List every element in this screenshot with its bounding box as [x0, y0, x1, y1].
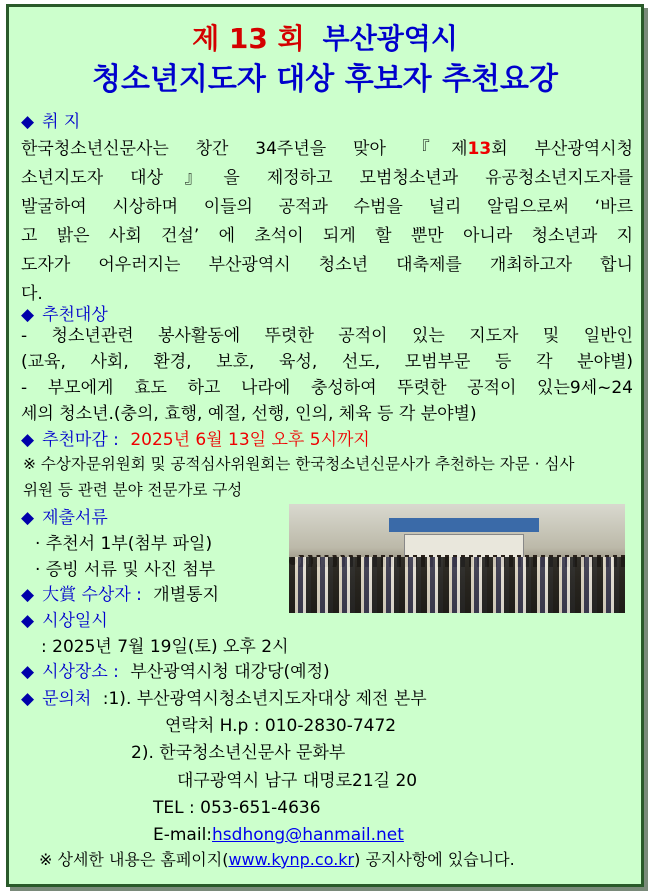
target-line: - 부모에게 효도 하고 나라에 충성하여 뚜렷한 공적이 있는9세~24 [21, 378, 633, 398]
target-paragraph [21, 323, 633, 427]
purpose-paragraph [21, 135, 633, 309]
purpose-line: 다. [21, 284, 43, 304]
contact-email-row: E-mail:hsdhong@hanmail.net [153, 825, 404, 845]
ceremony-photo [289, 504, 625, 613]
section-venue-heading: ◆ 시상장소 : 부산광역시청 대강당(예정) [21, 662, 330, 682]
deadline-note: ※ 수상자문위원회 및 공적심사위원회는 한국청소년신문사가 추천하는 자문 · 심사 위원 등 관련 분야 전문가로 구성 [23, 455, 575, 499]
diamond-bullet-icon: ◆ [21, 662, 35, 682]
section-date-heading: ◆ 시상일시 [21, 611, 108, 631]
page-subtitle: 청소년지도자 대상 후보자 추천요강 [91, 62, 559, 97]
purpose-line: 발굴하여 시상하며 이들의 공적과 수범을 널리 알림으로써 ‘바르 [21, 197, 633, 217]
diamond-bullet-icon: ◆ [21, 112, 35, 132]
purpose-line: 고 밝은 사회 건설’ 에 초석이 되게 할 뿐만 아니라 청소년과 지 [21, 226, 633, 246]
deadline-value: 2025년 6월 13일 오후 5시까지 [130, 430, 370, 450]
section-award-heading: ◆ 大賞 수상자 : 개별통지 [21, 585, 219, 605]
section-deadline-heading: ◆ 추천마감 : 2025년 6월 13일 오후 5시까지 [21, 430, 370, 450]
email-link[interactable]: hsdhong@hanmail.net [212, 825, 404, 845]
diamond-bullet-icon: ◆ [21, 689, 35, 709]
documents-item: · 추천서 1부(첨부 파일) [35, 534, 213, 554]
contact-line: 2). 한국청소년신문사 문화부 [131, 743, 346, 763]
section-contact-heading: ◆ 문의처 :1). 부산광역시청소년지도자대상 제전 본부 [21, 689, 427, 709]
homepage-link[interactable]: www.kynp.co.kr [228, 850, 355, 869]
award-value: 개별통지 [153, 585, 219, 605]
documents-item: · 증빙 서류 및 사진 첨부 [35, 560, 216, 580]
target-line: (교육, 사회, 환경, 보호, 육성, 선도, 모범부문 등 각 분야별) [21, 352, 633, 372]
diamond-bullet-icon: ◆ [21, 305, 35, 325]
diamond-bullet-icon: ◆ [21, 430, 35, 450]
page-title [9, 21, 641, 57]
purpose-line: 소년지도자 대상』을 제정하고 모범청소년과 유공청소년지도자를 [21, 168, 633, 188]
purpose-line: 한국청소년신문사는 창간 34주년을 맞아 『제13회 부산광역시청 [21, 139, 634, 159]
contact-tel: TEL : 053-651-4636 [153, 798, 321, 818]
edition-label: 제 13 회 [192, 22, 305, 55]
diamond-bullet-icon: ◆ [21, 508, 35, 528]
contact-phone: 연락처 H.p : 010-2830-7472 [165, 716, 397, 736]
notice-panel [6, 4, 644, 887]
target-line: 세의 청소년.(충의, 효행, 예절, 선행, 인의, 체육 등 각 분야별) [21, 404, 477, 424]
contact-line: :1). 부산광역시청소년지도자대상 제전 본부 [102, 689, 427, 709]
contact-address: 대구광역시 남구 대명로21길 20 [177, 771, 418, 791]
target-line: - 청소년관련 봉사활동에 뚜렷한 공적이 있는 지도자 및 일반인 [21, 326, 633, 346]
footer-note: ※ 상세한 내용은 홈페이지(www.kynp.co.kr) 공지사항에 있습니다. [39, 850, 515, 869]
diamond-bullet-icon: ◆ [21, 585, 35, 605]
venue-value: 부산광역시청 대강당(예정) [130, 662, 330, 682]
section-target-heading: ◆ 추천대상 [21, 305, 108, 325]
section-documents-heading: ◆ 제출서류 [21, 508, 108, 528]
diamond-bullet-icon: ◆ [21, 611, 35, 631]
city-label: 부산광역시 [322, 22, 458, 55]
purpose-line: 도자가 어우러지는 부산광역시 청소년 대축제를 개최하고자 합니 [21, 255, 633, 275]
ceremony-date-value: : 2025년 7월 19일(토) 오후 2시 [41, 637, 289, 657]
section-purpose-heading: ◆ 취 지 [21, 112, 81, 132]
